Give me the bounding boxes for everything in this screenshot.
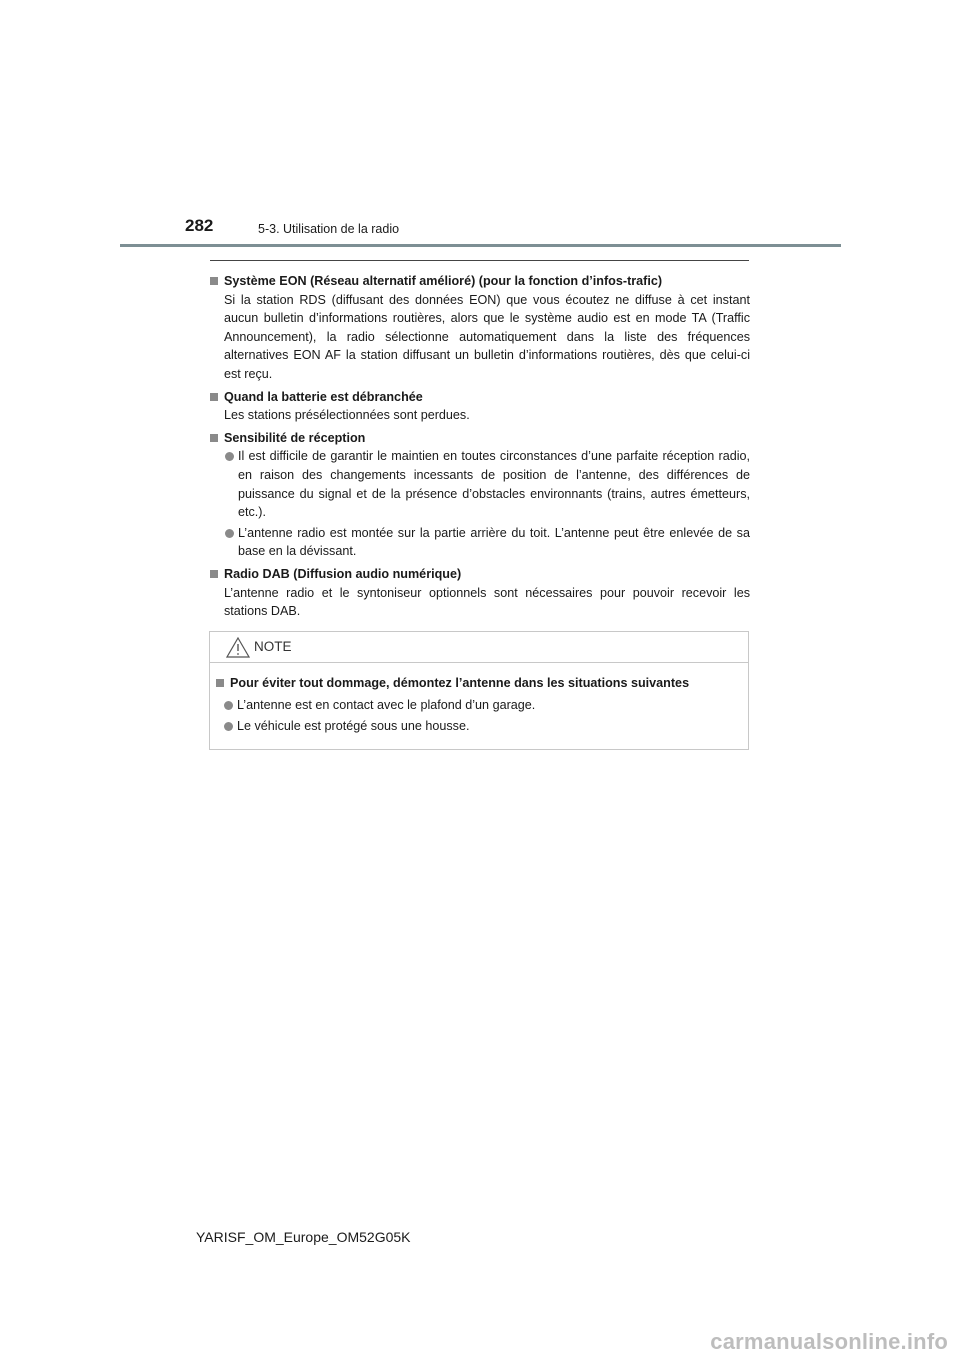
content-top-rule (210, 260, 749, 261)
dab-heading (210, 565, 750, 584)
note-bullet-text: L’antenne est en contact avec le plafond d’un garage. (237, 697, 536, 712)
content-body (210, 268, 750, 623)
header-rule (120, 244, 841, 247)
battery-text: Les stations présélectionnées sont perdues. (224, 408, 470, 423)
round-bullet-icon (224, 722, 233, 731)
sensitivity-bullet-text: L’antenne radio est montée sur la partie arrière du toit. L’antenne peut être enlevée de sa base en la dévissant. (238, 525, 750, 559)
note-bullet (216, 696, 742, 715)
sensitivity-bullet (210, 524, 750, 561)
page-number: 282 (185, 216, 214, 235)
square-bullet-icon (216, 679, 224, 687)
note-header (210, 632, 748, 663)
eon-text: Si la station RDS (diffusant des données EON) que vous écoutez ne diffuse à cet instant aucun bulletin d’informations routières, alors que le système audio est en mode TA (Traffic Announcement), la radio sélectionne automatiquement dans la liste des fréquences alternatives EON AF la station diffusant un bulletin d’informations routières, dès que celui-ci est reçu. (224, 292, 750, 381)
note-body (210, 663, 748, 736)
eon-heading-text: Système EON (Réseau alternatif amélioré) (pour la fonction d’infos-trafic) (224, 274, 663, 288)
note-bullet (216, 717, 742, 736)
square-bullet-icon (210, 570, 218, 578)
warning-triangle-icon (226, 637, 250, 658)
square-bullet-icon (210, 393, 218, 401)
dab-text: L’antenne radio et le syntoniseur optionnels sont nécessaires pour pouvoir recevoir les stations DAB. (224, 585, 750, 619)
round-bullet-icon (224, 701, 233, 710)
note-heading-text: Pour éviter tout dommage, démontez l’antenne dans les situations suivantes (230, 676, 690, 690)
note-bullet-text: Le véhicule est protégé sous une housse. (237, 719, 470, 734)
eon-heading (210, 272, 750, 291)
round-bullet-icon (225, 529, 234, 538)
dab-heading-text: Radio DAB (Diffusion audio numérique) (224, 566, 462, 581)
section-title: 5-3. Utilisation de la radio (258, 222, 400, 236)
sensitivity-bullet (210, 447, 750, 521)
footer-doc-id: YARISF_OM_Europe_OM52G05K (196, 1229, 411, 1245)
sensitivity-bullet-text: Il est difficile de garantir le maintien en toutes circonstances d’une parfaite réception radio, en raison des changements incessants de position de l’antenne, des différences de puissance du signal et de la présence d’obstacles environnants (trains, autres émetteurs, etc.). (238, 449, 750, 520)
square-bullet-icon (210, 277, 218, 285)
sensitivity-heading-text: Sensibilité de réception (224, 430, 366, 445)
note-box (209, 631, 749, 750)
battery-heading-text: Quand la batterie est débranchée (224, 389, 423, 404)
battery-heading (210, 388, 750, 407)
round-bullet-icon (225, 452, 234, 461)
sensitivity-heading (210, 429, 750, 448)
note-title: NOTE (254, 639, 292, 654)
note-heading (216, 674, 742, 693)
square-bullet-icon (210, 434, 218, 442)
watermark: carmanualsonline.info (710, 1329, 948, 1354)
